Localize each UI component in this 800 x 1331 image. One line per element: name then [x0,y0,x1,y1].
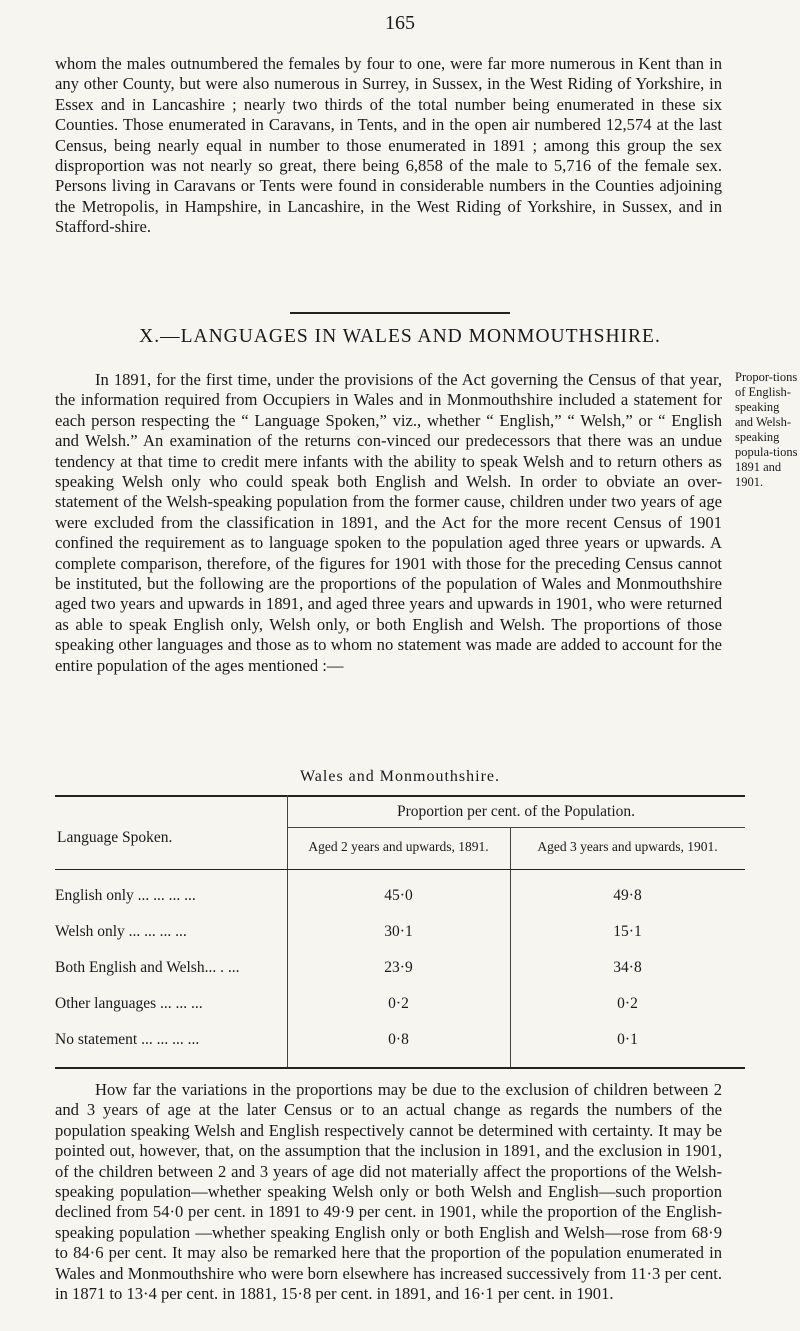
value-1901: 49·8 [613,887,642,904]
value-1901: 15·1 [613,923,642,940]
paragraph-languages-intro: In 1891, for the first time, under the provisions of the Act governing the Census of that year, the information required from Occupiers in Wales and in Monmouthshire included a statement for each person respecting the “ Language Spoken,” viz., whether “ English,” “ Welsh,” or “ English and Welsh.” An examination of the returns con-vinced our predecessors that there was an undue tendency at that time to credit mere infants with the ability to speak Welsh and to return others as speaking Welsh only who could speak both English and Welsh. In order to obviate an over-statement of the Welsh-speaking population from the former cause, children under two years of age were excluded from the classification in 1891, and the Act for the more recent Census of 1901 confined the requirement as to language spoken to the population aged three years or upwards. A complete comparison, therefore, of the figures for 1901 with those for the preceding Census cannot be instituted, but the following are the proportions of the population of Wales and Monmouthshire aged two years and upwards in 1891, and aged three years and upwards in 1901, who were returned as able to speak English only, Welsh only, or both English and Welsh. The proportions of those speaking other languages and those as to whom no statement was made are added to account for the entire population of the ages mentioned :— [55,370,722,675]
row-label: Other languages ... ... ... [55,995,203,1012]
table-rule-subheader [287,827,745,828]
section-divider [290,312,510,314]
value-1891: 30·1 [384,923,413,940]
row-label: No statement ... ... ... ... [55,1031,200,1048]
page-number: 165 [385,12,415,34]
table-row [55,887,745,923]
section-title: X.—LANGUAGES IN WALES AND MONMOUTHSHIRE. [139,326,661,347]
value-1891: 0·2 [388,995,409,1012]
column-group-header: Proportion per cent. of the Population. [396,803,636,820]
table-row [55,1031,745,1067]
column-header-1901: Aged 3 years and upwards, 1901. [537,839,718,854]
row-label: Welsh only ... ... ... ... [55,923,187,940]
column-header-language: Language Spoken. [57,829,173,846]
table-rule-header [55,869,745,870]
paragraph-variations: How far the variations in the proportions may be due to the exclusion of children between 2 and 3 years of age at the later Census or to an actual change as regards the numbers of the population speaking Welsh and English respectively cannot be determined with certainty. It may be pointed out, however, that, on the assumption that the inclusion in 1891, and the exclusion in 1901, of the children between 2 and 3 years of age did not materially affect the proportions of the Welsh-speaking population—whether speaking Welsh only or both Welsh and English—such proportion declined from 54·0 per cent. in 1891 to 49·9 per cent. in 1901, while the proportion of the English-speaking population —whether speaking English only or both English and Welsh—rose from 68·9 to 84·6 per cent. It may also be remarked here that the proportion of the population enumerated in Wales and Monmouthshire who were born elsewhere has increased successively from 11·3 per cent. in 1871 to 13·4 per cent. in 1881, 15·8 per cent. in 1891, and 16·1 per cent. in 1901. [55,1080,722,1304]
value-1891: 0·8 [388,1031,409,1048]
table-row [55,995,745,1031]
marginal-note: Propor-tions of English-speaking and Welsh-speaking popula-tions 1891 and 1901. [735,370,798,489]
table-row [55,959,745,995]
value-1901: 34·8 [613,959,642,976]
value-1891: 23·9 [384,959,413,976]
table-rule-top [55,795,745,797]
paragraph-caravans: whom the males outnumbered the females by four to one, were far more numerous in Kent than in any other County, but were also numerous in Surrey, in Sussex, in the West Riding of Yorkshire, in Essex and in Lancashire ; nearly two thirds of the total number being enumerated in these six Counties. Those enumerated in Caravans, in Tents, and in the open air numbered 12,574 at the last Census, being nearly equal in number to those enumerated in 1891 ; among this group the sex disproportion was not nearly so great, there being 6,858 of the male to 5,716 of the female sex. Persons living in Caravans or Tents were found in considerable numbers in the Counties adjoining the Metropolis, in Hampshire, in Lancashire, in the West Riding of Yorkshire, in Sussex, and in Stafford-shire. [55,54,722,237]
row-label: English only ... ... ... ... [55,887,196,904]
value-1901: 0·1 [617,1031,638,1048]
column-header-1891: Aged 2 years and upwards, 1891. [308,839,489,854]
table-rule-bottom [55,1067,745,1069]
value-1891: 45·0 [384,887,413,904]
table-title: Wales and Monmouthshire. [299,768,500,785]
value-1901: 0·2 [617,995,638,1012]
table-row [55,923,745,959]
row-label: Both English and Welsh... . ... [55,959,240,976]
